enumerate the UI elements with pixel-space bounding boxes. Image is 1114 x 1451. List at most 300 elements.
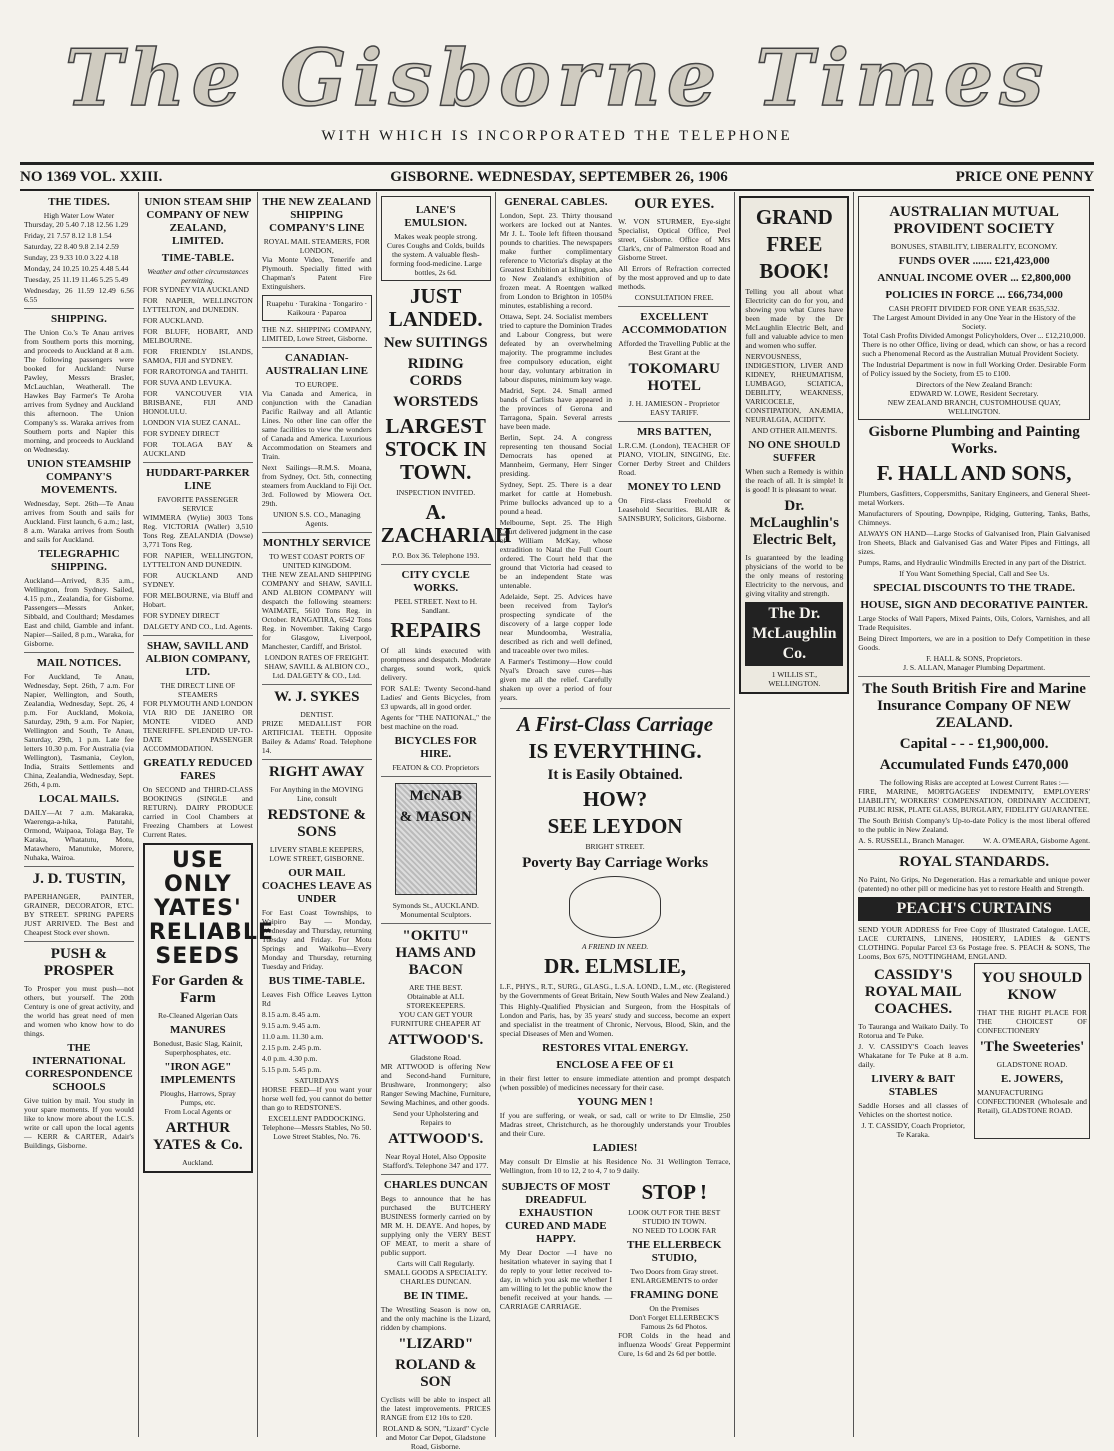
masthead: [20, 22, 1094, 172]
doctor-illustration: [569, 876, 661, 938]
hall-heading: F. HALL AND SONS,: [876, 461, 1072, 485]
yates-line: YATES': [153, 896, 242, 921]
divider: [618, 421, 730, 422]
amp-policies: POLICIES IN FORCE ... £66,734,000: [885, 289, 1063, 301]
divider: [24, 308, 134, 309]
amp-office: There is no other Office, living or dead, which can show, or has a record such a Phenomenal Record as the Australian Mutual Provident Society.: [862, 340, 1086, 358]
divider: [24, 941, 134, 942]
repairs-heading: REPAIRS: [390, 618, 482, 642]
tides-heading: THE TIDES.: [48, 196, 110, 208]
divider: [381, 564, 491, 565]
sailing-route: FOR BLUFF, HOBART, AND MELBOURNE.: [142, 327, 253, 345]
divider: [262, 759, 372, 760]
tides-row: Saturday, 22 8.40 9.8 2.14 2.59: [24, 242, 119, 251]
newspaper-title: The Gisborne Times: [64, 33, 1050, 124]
repairs-text: Of all kinds executed with promptness and despatch. Moderate charges, sound work, quick delivery.: [380, 646, 491, 682]
bus-row: 5.15 p.m. 5.45 p.m.: [261, 1065, 322, 1074]
shipping-heading: SHIPPING.: [50, 313, 107, 325]
nzs-contact: THE N.Z. SHIPPING COMPANY, LIMITED, Lowe Street, Gisborne.: [261, 325, 372, 343]
carriage-heading: A First-Class Carriage: [517, 712, 714, 736]
ics-text: Give tuition by mail. You study in your spare moments. If you would like to know more about the I.C.S. write or call upon the local agents— KERR & CARTER, Adair's Buildings, Gisborne.: [24, 1096, 134, 1150]
divider: [262, 532, 372, 533]
arthur-yates: ARTHUR YATES & Co.: [153, 1120, 243, 1153]
huddart-route: FOR MELBOURNE, via Bluff and Hobart.: [142, 591, 253, 609]
bottom-ads: [858, 963, 1090, 1139]
union-movements-text: Wednesday, Sept. 26th—Te Anau arrives from South and sails for Auckland. First launch, 6 a.m.; last, 8 a.m. Waraka arrives from South and sails for Auckland.: [24, 499, 134, 544]
royal-standards: ROYAL STANDARDS.: [899, 854, 1050, 870]
yates-line: SEEDS: [155, 944, 241, 969]
duncan-sign: CHARLES DUNCAN.: [400, 1277, 472, 1286]
belt-address: 1 WILLIS ST., WELLINGTON.: [768, 670, 821, 688]
hall-being: Being Direct Importers, we are in a position to Defy Competition in these Goods.: [858, 634, 1090, 652]
huddart-heading: HUDDART-PARKER LINE: [146, 467, 250, 492]
sbi-capital: Capital - - - £1,900,000.: [899, 736, 1049, 752]
ailments: NERVOUSNESS, INDIGESTION, LIVER AND KIDNEY, RHEUMATISM, LUMBAGO, SCIATICA, DEBILITY, WEAKNESS, VARICOCELE, CONSTIPATION, ANÆMIA, NEURALGIA, ACIDITY.: [745, 352, 844, 424]
shipping-text: The Union Co.'s Te Anau arrives from Southern ports this morning, and proceeds to Auckland at 8 a.m. The following passengers were booked for Auckland: Nurse Pawley, Messrs Brasler, McLauchlan, Weatherall. The Hawkes Bay Farmer's Te Aroha arrives from Sydney and Auckland this afternoon. The Union Company's ss. Waraka arrives from Southern ports and Napier this morning, and proceeds to Auckland on Wednesday.: [24, 328, 134, 454]
colds-cure: FOR Colds in the head and influenza Woods' Great Peppermint Cure, 1s 6d and 2s 6d per bottle.: [618, 1331, 731, 1358]
issue-number: NO 1369 VOL. XXIII.: [20, 168, 163, 185]
tides-columns: High Water Low Water: [43, 211, 115, 220]
saddle: Saddle Horses and all classes of Vehicles on the shortest notice.: [858, 1101, 969, 1119]
russell: A. S. RUSSELL, Branch Manager.: [858, 836, 965, 845]
ellerbeck-studio: THE ELLERBECK STUDIO,: [627, 1239, 722, 1264]
jowers: E. JOWERS,: [1001, 1073, 1064, 1085]
elmslie-quals: L.F., PHYS., R.T., SURG., GLASG., L.S.A. LOND., L.M., etc. (Registered by the Governments of Great Britain, New South Wales and New Zealand.): [499, 982, 731, 1000]
dateline: [20, 162, 1094, 191]
sailing-route: FOR TOLAGA BAY & AUCKLAND: [142, 440, 253, 458]
other-ailments: AND OTHER AILMENTS.: [751, 426, 838, 435]
sbi-funds: Accumulated Funds £470,000: [879, 757, 1069, 773]
subjects-heading: SUBJECTS OF MOST DREADFUL EXHAUSTION CURED AND MADE HAPPY.: [501, 1181, 611, 1245]
stop-heading: STOP !: [641, 1180, 708, 1204]
cassidy-sign: J. T. CASSIDY, Coach Proprietor, Te Karaka.: [861, 1121, 965, 1139]
attwood-text: MR ATTWOOD is offering New and Second-hand Furniture, Brushware, Ironmongery; also Ranger Sewing Machine, Furniture, Sewing Machines, and other goods.: [380, 1062, 491, 1107]
cables-text: London, Sept. 23. Thirty thousand workers are locked out at Nantes. Mr J. L. Toole left fifteen thousand pounds to charities. The newspapers make further complimentary reference to Victoria's display at the Greatest Exhibition at Islington, also to New Zealand's exhibition of frozen meat. A Roentgen walked from London to Brighton in 1050¼ minutes, establishing a record.: [499, 211, 613, 310]
huddart-route: FOR NAPIER, WELLINGTON, LYTTELTON AND DUNEDIN.: [142, 551, 253, 569]
amp-heading: AUSTRALIAN MUTUAL PROVIDENT SOCIETY: [889, 204, 1059, 237]
yates-advert: [143, 843, 274, 1173]
duncan-heading: CHARLES DUNCAN: [383, 1179, 488, 1191]
cables-eyes-row: [500, 192, 731, 704]
batten-heading: MRS BATTEN,: [637, 426, 712, 438]
amp-cash: CASH PROFIT DIVIDED FOR ONE YEAR £635,532.: [888, 304, 1060, 313]
divider: [381, 776, 491, 777]
young-men: YOUNG MEN !: [577, 1096, 653, 1108]
cycle-agents: Agents for "THE NATIONAL," the best machine on the road.: [380, 713, 491, 731]
plumbing-heading: Gisborne Plumbing and Painting Works.: [868, 424, 1080, 457]
divider: [381, 923, 491, 924]
lizard: "LIZARD": [398, 1336, 474, 1352]
dalgety-agents: DALGETY AND CO., Ltd. Agents.: [143, 622, 253, 631]
tides-row: Friday, 21 7.57 8.12 1.8 1.54: [24, 231, 112, 240]
suffer-heading: NO ONE SHOULD SUFFER: [748, 439, 841, 464]
carts: Carts will Call Regularly.: [396, 1259, 475, 1268]
canadian-sailings: Next Sailings—R.M.S. Moana, from Sydney, Oct. 5th, connecting steamers from Auckland to Fiji Oct. 3rd. Followed by Miowera Oct. 29th.: [261, 463, 372, 508]
roland-text: Cyclists will be able to inspect all the latest improvements. PRICES RANGE from £12 10s to £20.: [380, 1395, 491, 1422]
lane-text: Makes weak people strong. Cures Coughs and Colds, builds the system. A valuable flesh-forming food-medicine. Large bottles, 2s 6d.: [386, 232, 485, 277]
sailing-route: FOR AUCKLAND.: [142, 316, 204, 325]
bus-row: 2.15 p.m. 2.45 p.m.: [261, 1043, 322, 1052]
manures-heading: MANURES: [170, 1024, 226, 1036]
electric-belt-advert: [739, 196, 849, 694]
canadian-sub: TO EUROPE.: [295, 380, 339, 389]
no-need: NO NEED TO LOOK FAR: [632, 1226, 717, 1235]
mcnab: McNAB: [409, 788, 462, 804]
eyes-text: W. VON STURMER, Eye-sight Specialist, Optical Office, Peel street, Gisborne. Office of Mrs Clark's, cnr of Palmerston Road and Gisborne Street.: [618, 217, 731, 262]
enlargements: ENLARGEMENTS to order: [630, 1276, 718, 1285]
divider: [381, 1174, 491, 1175]
landed-heading: JUST LANDED.: [388, 284, 483, 331]
look-out: LOOK OUT FOR THE BEST STUDIO IN TOWN.: [628, 1208, 721, 1226]
sbi-risks: The following Risks are accepted at Lowest Current Rates :—: [879, 778, 1069, 787]
sykes-text: PRIZE MEDALLIST FOR ARTIFICIAL TEETH. Opposite Bailey & Adams' Road. Telephone 14.: [261, 719, 372, 755]
huddart-sub: FAVORITE PASSENGER SERVICE: [157, 495, 239, 513]
local-mails-heading: LOCAL MAILS.: [38, 793, 119, 805]
divider: [262, 684, 372, 685]
usco-heading: UNION STEAM SHIP COMPANY OF NEW ZEALAND, LIMITED.: [144, 196, 252, 247]
place-date: GISBORNE. WEDNESDAY, SEPTEMBER 26, 1906: [390, 168, 728, 185]
subjects-block: [500, 1177, 612, 1360]
amp-total: Total Cash Profits Divided Amongst Policyholders, Over ... £12,210,000.: [862, 331, 1086, 340]
peach-text: SEND YOUR ADDRESS for Free Copy of Illustrated Catalogue. LACE, LACE CURTAINS, LINENS, HOSIERY, LADIES & GENT'S CLOTHING. Popular Parcel £3 6s Postage free. S. PEACH & SONS, The Looms, Box 675, NOTTINGHAM, ENGLAND.: [858, 925, 1090, 961]
shaw-sub: THE DIRECT LINE OF STEAMERS: [160, 681, 236, 699]
amp-directors: Directors of the New Zealand Branch:: [916, 380, 1033, 389]
furniture-text: YOU CAN GET YOUR FURNITURE CHEAPER AT: [390, 1010, 481, 1028]
amp-industrial: The Industrial Department is now in full Working Order. Desirable Form of Policy issued by the Society, from £5 to £100.: [862, 360, 1086, 378]
know-heading: YOU SHOULD KNOW: [981, 970, 1083, 1003]
accommodation-heading: EXCELLENT ACCOMMODATION: [621, 311, 727, 336]
newspaper-subtitle: WITH WHICH IS INCORPORATED THE TELEPHONE: [321, 128, 793, 144]
elmslie-heading: DR. ELMSLIE,: [544, 954, 686, 978]
tides-table: [24, 220, 134, 304]
divider: [618, 306, 730, 307]
push-text: To Prosper you must push—not others, but yourself. The 20th Century is one of great activity, and the world has great need of men and women who know how to do things.: [24, 984, 134, 1038]
sbi-signatures: [858, 836, 1090, 845]
ladies: LADIES!: [592, 1142, 638, 1154]
tustin-name: J. D. TUSTIN,: [32, 871, 126, 887]
iron-age-heading: "IRON AGE" IMPLEMENTS: [160, 1061, 236, 1086]
hall-stock: ALWAYS ON HAND—Large Stocks of Galvanised Iron, Plain Galvanised Iron Sheets, Black and Galvanised Gas and Water Pipes and Fittings, all sizes.: [858, 529, 1090, 556]
hall-painter: HOUSE, SIGN AND DECORATIVE PAINTER.: [860, 599, 1088, 611]
monthly-apply: SHAW, SAVILL & ALBION CO., Ltd. DALGETY & CO., Ltd.: [264, 662, 370, 680]
sailing-route: LONDON VIA SUEZ CANAL.: [142, 418, 241, 427]
accommodation-text: Afforded the Travelling Public at the Best Grant at the: [618, 339, 731, 357]
sykes-sub: DENTIST.: [300, 710, 334, 719]
batten-text: L.R.C.M. (London), TEACHER OF PIANO, VIOLIN, SINGING, Etc. Corner Derby Street and Childers Road.: [618, 441, 731, 477]
column-7: [854, 192, 1094, 1437]
ohara: W. A. O'MEARA, Gisborne Agent.: [983, 836, 1090, 845]
monthly-rates: LONDON RATES OF FREIGHT.: [264, 653, 369, 662]
sweeteries-block: [974, 963, 1090, 1139]
column-5: [496, 192, 736, 1437]
union-movements-heading: UNION STEAMSHIP COMPANY'S MOVEMENTS.: [26, 458, 132, 496]
attwood: ATTWOOD'S.: [388, 1032, 484, 1048]
sweeteries: 'The Sweeteries': [979, 1039, 1085, 1055]
redstone-heading: REDSTONE & SONS: [267, 807, 367, 840]
landed-item: WORSTEDS: [393, 394, 479, 410]
implements-list: Ploughs, Harrows, Spray Pumps, etc.: [159, 1089, 236, 1107]
bottom-row: [500, 1177, 731, 1360]
young-men-text: If you are suffering, or weak, or sad, call or write to Dr Elmslie, 250 Madras street, Christchurch, as he thoroughly understands your Troubles and their Cure.: [499, 1111, 731, 1138]
amp-branch: NEW ZEALAND BRANCH, CUSTOMHOUSE QUAY, WELLINGTON.: [887, 398, 1061, 416]
forget: Don't Forget ELLERBECK'S Famous 2s 6d Photos.: [629, 1313, 719, 1331]
horse-feed: HORSE FEED—If you want your horse well fed, you cannot do better than go to REDSTONE'S.: [261, 1085, 372, 1112]
yates-line: USE ONLY: [164, 848, 232, 897]
premises: On the Premises: [649, 1304, 700, 1313]
sailing-route: FOR SYDNEY DIRECT: [142, 429, 220, 438]
eyes-heading: OUR EYES.: [634, 196, 715, 212]
monument-illustration: [395, 783, 477, 895]
columns: [20, 192, 1094, 1451]
eyes-column: [618, 192, 730, 704]
tides-row: Thursday, 20 5.40 7.18 12.56 1.29: [24, 220, 129, 229]
inspection: INSPECTION INVITED.: [396, 488, 476, 497]
sailing-route: FOR RAROTONGA and TAHITI.: [142, 367, 248, 376]
jamieson: J. H. JAMIESON - Proprietor: [628, 399, 720, 408]
canadian-text: Via Canada and America, in conjunction with the Canadian Pacific Railway and all Atlantic Lines. No other line can offer the same facilities to view the wonders of Canada and America. Luxurious Accommodation on Steamers and Train.: [261, 389, 372, 461]
jowers-sub: MANUFACTURING CONFECTIONER (Wholesale and Retail), GLADSTONE ROAD.: [977, 1088, 1087, 1115]
divider: [24, 866, 134, 867]
amp-funds: FUNDS OVER ....... £21,423,000: [898, 255, 1050, 267]
free: FREE: [766, 232, 823, 256]
amp-largest: The Largest Amount Divided in any One Year in the History of the Society.: [872, 313, 1076, 331]
attwood-2-address: Near Royal Hotel, Also Opposite Stafford's. Telephone 347 and 177.: [382, 1152, 489, 1170]
huddart-route: FOR SYDNEY DIRECT: [142, 611, 220, 620]
bus-row: 11.0 a.m. 11.30 a.m.: [261, 1032, 324, 1041]
fares-heading: GREATLY REDUCED FARES: [143, 757, 253, 782]
monthly-more: THE NEW ZEALAND SHIPPING COMPANY and SHAW, SAVILL AND ALBION COMPANY will despatch the following steamers: WAIMATE, 5610 Tons Reg. in October. RANGATIRA, 6542 Tons Reg. in November. Taking Cargo for Glasgow, Liverpool, Manchester, Cardiff, and Bristol.: [261, 570, 372, 651]
shaw-text: FOR PLYMOUTH AND LONDON VIA RIO DE JANEIRO OR MONTE VIDEO AND TENERIFFE. SPLENDID UP-TO-DATE PASSENGER ACCOMMODATION.: [142, 699, 253, 753]
divider: [143, 462, 253, 463]
monthly-text: TO WEST COAST PORTS OF UNITED KINGDOM.: [268, 552, 365, 570]
bright-street: BRIGHT STREET.: [585, 842, 645, 851]
allan: J. S. ALLAN, Manager Plumbing Department.: [903, 663, 1046, 672]
telephone: Telephone—Messrs Stables, No 50. Lowe Street Stables, No. 76.: [262, 1123, 372, 1141]
yates-garden: For Garden & Farm: [151, 973, 244, 1006]
sbi-heading: The South British Fire and Marine Insurance Company OF NEW ZEALAND.: [862, 681, 1086, 731]
ics-heading: THE INTERNATIONAL CORRESPONDENCE SCHOOLS: [25, 1042, 133, 1093]
sailing-route: FOR SUVA AND LEVUKA.: [142, 378, 232, 387]
divider: [143, 635, 253, 636]
huddart-route: FOR AUCKLAND AND SYDNEY.: [142, 571, 253, 589]
algerian-oats: Re-Cleaned Algerian Oats: [158, 1011, 238, 1020]
book: BOOK!: [759, 259, 830, 283]
eyes-note: All Errors of Refraction corrected by the most approved and up to date methods.: [618, 264, 731, 291]
belt-company: The Dr. McLaughlin Co.: [745, 602, 843, 666]
hall-discounts: SPECIAL DISCOUNTS TO THE TRADE.: [873, 582, 1076, 594]
largest-stock: LARGEST STOCK IN TOWN.: [384, 414, 487, 484]
subjects-text: My Dear Doctor —I have no hesitation whatever in saying that I do reply to your letter received to-day, in which you ask me whether I am willing to let the public know the benefit received at your hands. — CARRIAGE CARRIAGE.: [499, 1248, 613, 1311]
telegraphic-text: Auckland—Arrived, 8.35 a.m., Wellington, from Sydney. Sailed, 4.15 p.m., Zealandia, for Gisborne. Passengers—Messrs Anker, Sibbald, and Coulthard; Mesdames East and child, Gamble and infant. Napier—Sailed, 8 p.m., Waraka, for Gisborne.: [24, 576, 134, 648]
cables-heading: GENERAL CABLES.: [504, 196, 608, 208]
consultation: CONSULTATION FREE.: [634, 293, 714, 302]
paddock: EXCELLENT PADDOCKING.: [268, 1114, 366, 1123]
local-mails-text: DAILY—At 7 a.m. Makaraka, Waerenga-a-hika, Patutahi, Ormond, Waipaoa, Tolaga Bay, Te Karaka, Whatatutu, Motu, Matawhero, Manutuke, Morere, Nuhaka, Wairoa.: [24, 808, 134, 862]
timetable-note: Weather and other circumstances permitting.: [147, 267, 249, 285]
column-1: [20, 192, 139, 1437]
cables-text: Adelaide, Sept. 25. Advices have been received from Taylor's prospecting syndicate of the discovery of a large copper lode near Mundoomba, Westralia, described as rich and well defined, and traceable over two miles.: [499, 592, 613, 655]
bus-heading: BUS TIME-TABLE.: [268, 975, 365, 987]
grand: GRAND: [755, 205, 833, 229]
time-text: The Wrestling Season is now on, and the only machine is the Lizard, ridden by champions.: [380, 1305, 491, 1332]
amp-lowe: EDWARD W. LOWE, Resident Secretary.: [909, 389, 1039, 398]
ladies-text: May consult Dr Elmslie at his Residence No. 31 Wellington Terrace, Wellington, from 10 to 12, 2 to 4, 7 to 9 daily.: [499, 1157, 731, 1175]
hall-wallpaper: Large Stocks of Wall Papers, Mixed Paints, Oils, Colors, Varnishes, and all Trade Requisites.: [858, 614, 1090, 632]
sykes-heading: W. J. SYKES: [274, 689, 360, 705]
lend-heading: MONEY TO LEND: [627, 481, 721, 493]
hall-sign: F. HALL & SONS, Proprietors.: [926, 654, 1023, 663]
amp-advert: [858, 196, 1090, 420]
nzs-ships: Ruapehu · Turakina · Tongariro · Kaikoura · Paparoa: [262, 295, 372, 321]
attwood-address: Gladstone Road.: [410, 1053, 462, 1062]
bus-row: 9.15 a.m. 9.45 a.m.: [261, 1021, 321, 1030]
yates-agent: From Local Agents or: [164, 1107, 232, 1116]
cables-text: Madrid, Sept. 24. Small armed bands of Carlists have appeared in the provinces of Gerona and Tarragona, Spain. Several arrests have been made.: [499, 386, 613, 431]
roland-sign: ROLAND & SON, "Lizard" Cycle and Motor Car Depot, Gladstone Road, Gisborne.: [382, 1424, 489, 1451]
landed-item: RIDING CORDS: [407, 356, 464, 389]
sbi-risks-list: FIRE, MARINE, MORTGAGEES' INDEMNITY, EMPLOYERS' LIABILITY, WORKERS' COMPENSATION, ORDINARY ACCIDENT, PUBLIC RISK, PLATE GLASS, BURGLARY, FIDELITY GUARANTEE.: [858, 787, 1090, 814]
lane-advert: [381, 196, 491, 281]
canadian-heading: CANADIAN-AUSTRALIAN LINE: [265, 352, 368, 377]
bus-saturdays: SATURDAYS: [294, 1076, 339, 1085]
coaches-text: For East Coast Townships, to Waipiro Bay — Monday, Wednesday and Thursday, returning Tuesday and Friday. For Motu Springs and Waikohu—Every Monday and Thursday, returning Tuesday and Friday.: [261, 908, 372, 971]
attwood-2: ATTWOOD'S.: [388, 1131, 484, 1147]
farmer-testimony: A Farmer's Testimony—How could Nyal's Droach save cures—has given me all the relief. Carefully shaken up over a period of four years.: [499, 657, 613, 702]
tides-row: Monday, 24 10.25 10.25 4.48 5.44: [24, 264, 129, 273]
fares-text: On SECOND and THIRD-CLASS BOOKINGS (SINGLE and RETURN). DAIRY PRODUCE carried in Cool Chambers at Freezing Chambers at Lowest Current Rates.: [142, 785, 253, 839]
easily: It is Easily Obtained.: [547, 767, 683, 783]
bus-row: 8.15 a.m. 8.45 a.m.: [261, 1010, 321, 1019]
mail-notices-heading: MAIL NOTICES.: [36, 657, 122, 669]
hall-pumps: Pumps, Rams, and Hydraulic Windmills Erected in any part of the District.: [858, 558, 1087, 567]
bus-row: Leaves Fish Office Leaves Lytton Rd: [261, 990, 372, 1008]
cables-text: Berlin, Sept. 24. A congress representing ten thousand Social Democrats has opened at Mannheim, Germany, Herr Singer presiding.: [499, 433, 613, 478]
bus-row: 4.0 p.m. 4.30 p.m.: [261, 1054, 318, 1063]
divider: [500, 708, 731, 709]
price: PRICE ONE PENNY: [955, 168, 1094, 185]
amp-income: ANNUAL INCOME OVER ... £2,800,000: [877, 272, 1071, 284]
nzs-sub: ROYAL MAIL STEAMERS, FOR LONDON,: [263, 237, 370, 255]
timetable-heading: TIME-TABLE.: [161, 252, 234, 264]
manures-list: Bonedust, Basic Slag, Kainit, Superphosphates, etc.: [153, 1039, 243, 1057]
cassidy-text: To Tauranga and Waikato Daily. To Rotorua and Te Puke.: [858, 1022, 969, 1040]
featon: FEATON & CO. Proprietors: [392, 763, 480, 772]
send-text: Send your Upholstering and Repairs to: [393, 1109, 479, 1127]
see-leydon: SEE LEYDON: [547, 814, 683, 838]
right-away-heading: RIGHT AWAY: [269, 764, 365, 780]
cables-text: Ottawa, Sept. 24. Socialist members tried to capture the Dominion Trades and Labour Congress, but were defeated by an overwhelming majority. The programme includes free compulsory education, eight hour day, voluntary arbitration in labour disputes, minimum key wage.: [499, 312, 613, 384]
ellerbeck-address: Two Doors from Gray street.: [630, 1267, 719, 1276]
divider: [24, 652, 134, 653]
zachariah-address: P.O. Box 36. Telephone 193.: [392, 551, 480, 560]
royal-text: No Paint, No Grips, No Degeneration. Has a remarkable and unique power (patented) no other pill or medicine has yet to restore Health and Strength.: [858, 875, 1090, 893]
okitu-sub: ARE THE BEST.: [408, 983, 463, 992]
amp-sub: BONUSES, STABILITY, LIBERALITY, ECONOMY.: [890, 242, 1058, 251]
sbi-motor: The South British Company's Up-to-date Policy is the most liberal offered to the public in New Zealand.: [858, 816, 1090, 834]
sailing-route: FOR VANCOUVER VIA BRISBANE, FIJI AND HONOLULU.: [142, 389, 253, 416]
everything: IS EVERYTHING.: [528, 739, 702, 763]
redstone-sub: LIVERY STABLE KEEPERS, LOWE STREET, GISBORNE.: [269, 845, 365, 863]
column-3: [258, 192, 377, 1437]
how: HOW?: [582, 787, 648, 811]
sailing-route: FOR SYDNEY VIA AUCKLAND: [142, 285, 249, 294]
hall-sub: Plumbers, Gasfitters, Coppersmiths, Sanitary Engineers, and General Sheet-metal Workers.: [858, 489, 1090, 507]
divider: [858, 849, 1090, 850]
lane-heading: LANE'S EMULSION.: [404, 204, 468, 229]
peach-heading: PEACH'S CURTAINS: [858, 897, 1090, 921]
column-4: [377, 192, 512, 1451]
cables-text: Sydney, Sept. 25. There is a dear market for cattle at Homebush. Prime bullocks advanced up to a pound a head.: [499, 480, 613, 516]
telegraphic-heading: TELEGRAPHIC SHIPPING.: [38, 548, 120, 573]
cycle-hire: BICYCLES FOR HIRE.: [394, 735, 477, 760]
huddart-ships: WIMMERA (Wylie) 3003 Tons Reg. VICTORIA (Waller) 3,510 Tons Reg. ZEALANDIA (Dowse) 3,771 Tons Reg.: [142, 513, 253, 549]
column-6: [735, 192, 854, 1437]
push-heading: PUSH & PROSPER: [43, 946, 114, 979]
yates-city: Auckland.: [182, 1158, 214, 1167]
landed-item: New SUITINGS: [383, 335, 488, 351]
cassidy-block: [858, 963, 968, 1139]
poverty-bay: Poverty Bay Carriage Works: [522, 855, 709, 871]
zachariah: A. ZACHARIAH: [380, 500, 512, 547]
tides-row: Tuesday, 25 11.19 11.46 5.25 5.49: [24, 275, 129, 284]
belt-text: Is guaranteed by the leading physicians of the world to be the only means of restoring Electricity to the nervous, and giving vitality and strength.: [745, 553, 844, 598]
mail-notices-text: For Auckland, Te Anau, Wednesday, Sept. 26th, 7 a.m. For Napier, Wellington, and South, Zealandia, Wednesday, Sept. 26, 4 p.m. For Auckland, Mokoia, Saturday, 29th, 9 a.m. For Napier, Wellington and South, Te Anau, Saturday, 29th, 1 p.m. Late fee letters 10.30 p.m. For Australia (via Wellington), Tasmania, Ceylon, India, Straits Settlements and China, Zealandia, Wednesday, Sept. 26th, 4 p.m.: [24, 672, 134, 789]
right-away-text: For Anything in the MOVING Line, consult: [270, 785, 364, 803]
suffer-text: When such a Remedy is within the reach of all. It is simple! It is good! It is pleasant to wear.: [745, 467, 844, 494]
sailing-route: FOR NAPIER, WELLINGTON LYTTELTON, and DUNEDIN.: [142, 296, 253, 314]
cassidy-heading: CASSIDY'S ROYAL MAIL COACHES.: [864, 967, 962, 1017]
monthly-heading: MONTHLY SERVICE: [262, 537, 371, 549]
gladstone: GLADSTONE ROAD.: [996, 1060, 1068, 1069]
mason: & MASON: [399, 809, 472, 825]
okitu-text: Obtainable at ALL STOREKEEPERS.: [406, 992, 466, 1010]
roland-heading: ROLAND & SON: [395, 1357, 477, 1390]
sailing-route: FOR FRIENDLY ISLANDS, SAMOA, FIJI and SYDNEY.: [142, 347, 253, 365]
nzs-heading: THE NEW ZEALAND SHIPPING COMPANY'S LINE: [262, 196, 372, 234]
framing: FRAMING DONE: [630, 1289, 719, 1301]
lend-text: On First-class Freehold or Leasehold Securities. BLAIR & SAINSBURY, Solicitors, Gisborne.: [618, 496, 731, 523]
tides-row: Wednesday, 26 11.59 12.49 6.56 6.55: [24, 286, 134, 304]
time-heading: BE IN TIME.: [403, 1290, 468, 1302]
divider: [858, 676, 1090, 677]
hall-want: If You Want Something Special, Call and See Us.: [899, 569, 1050, 578]
tariff: EASY TARIFF.: [650, 408, 699, 417]
tustin-text: PAPERHANGER, PAINTER, GRAINER, DECORATOR, ETC. BY STREET. SPRING PAPERS JUST ARRIVED. The Best and Cheapest Stock ever shown.: [24, 892, 134, 937]
mcnab-text: Symonds St., AUCKLAND. Monumental Sculptors.: [392, 901, 479, 919]
book-text: Telling you all about what Electricity can do for you, and showing you what Cures have been made by the Dr McLaughlin Electric Belt, and full and valuable advice to men and women who suffer.: [745, 287, 844, 350]
column-2: [139, 192, 274, 1437]
nzs-text: Via Monte Video, Tenerife and Plymouth. Specially fitted with Chapman's Patent Fire Extinguishers.: [261, 255, 372, 291]
elmslie-text: This Highly-Qualified Physician and Surgeon, from the Hospitals of London and Paris, has, by 35 years' study and success, become an expert and specialist in the treatment of Chronic, Nervous, Blood, Skin, and the special Diseases of Men and Women.: [499, 1002, 731, 1038]
small-goods: SMALL GOODS A SPECIALTY.: [384, 1268, 488, 1277]
yates-line: RELIABLE: [148, 920, 274, 945]
fee-heading: ENCLOSE A FEE OF £1: [556, 1059, 674, 1071]
canadian-agent: UNION S.S. CO., Managing Agents.: [273, 510, 361, 528]
fee-text: in their first letter to ensure immediate attention and prompt despatch (when possible) of medicines necessary for their case.: [499, 1074, 731, 1092]
coaches-heading: OUR MAIL COACHES LEAVE AS UNDER: [261, 867, 372, 905]
cycle-heading: CITY CYCLE WORKS.: [401, 569, 470, 594]
friend-in-need: A FRIEND IN NEED.: [581, 942, 649, 951]
tokomaru-hotel: TOKOMARU HOTEL: [628, 361, 720, 394]
vital-energy: RESTORES VITAL ENERGY.: [542, 1042, 689, 1054]
cycle-address: PEEL STREET. Next to H. Sandlant.: [394, 597, 478, 615]
divider: [262, 347, 372, 348]
duncan-text: Begs to announce that he has purchased the BUTCHERY BUSINESS formerly carried on by MR M. H. DEAYE. And hopes, by supplying only the VERY BEST OF MEAT, to merit a share of public support.: [380, 1194, 491, 1257]
hall-text: Manufacturers of Spouting, Downpipe, Ridging, Guttering, Tanks, Baths, Chimneys.: [858, 509, 1090, 527]
cycle-sale: FOR SALE: Twenty Second-hand Ladies' and Gents Bicycles, from £3 upwards, all in good order.: [380, 684, 491, 711]
belt-heading: Dr. McLaughlin's Electric Belt,: [749, 498, 839, 548]
cassidy-more: J. V. CASSIDY'S Coach leaves Whakatane for Te Puke at 8 a.m. daily.: [858, 1042, 969, 1069]
